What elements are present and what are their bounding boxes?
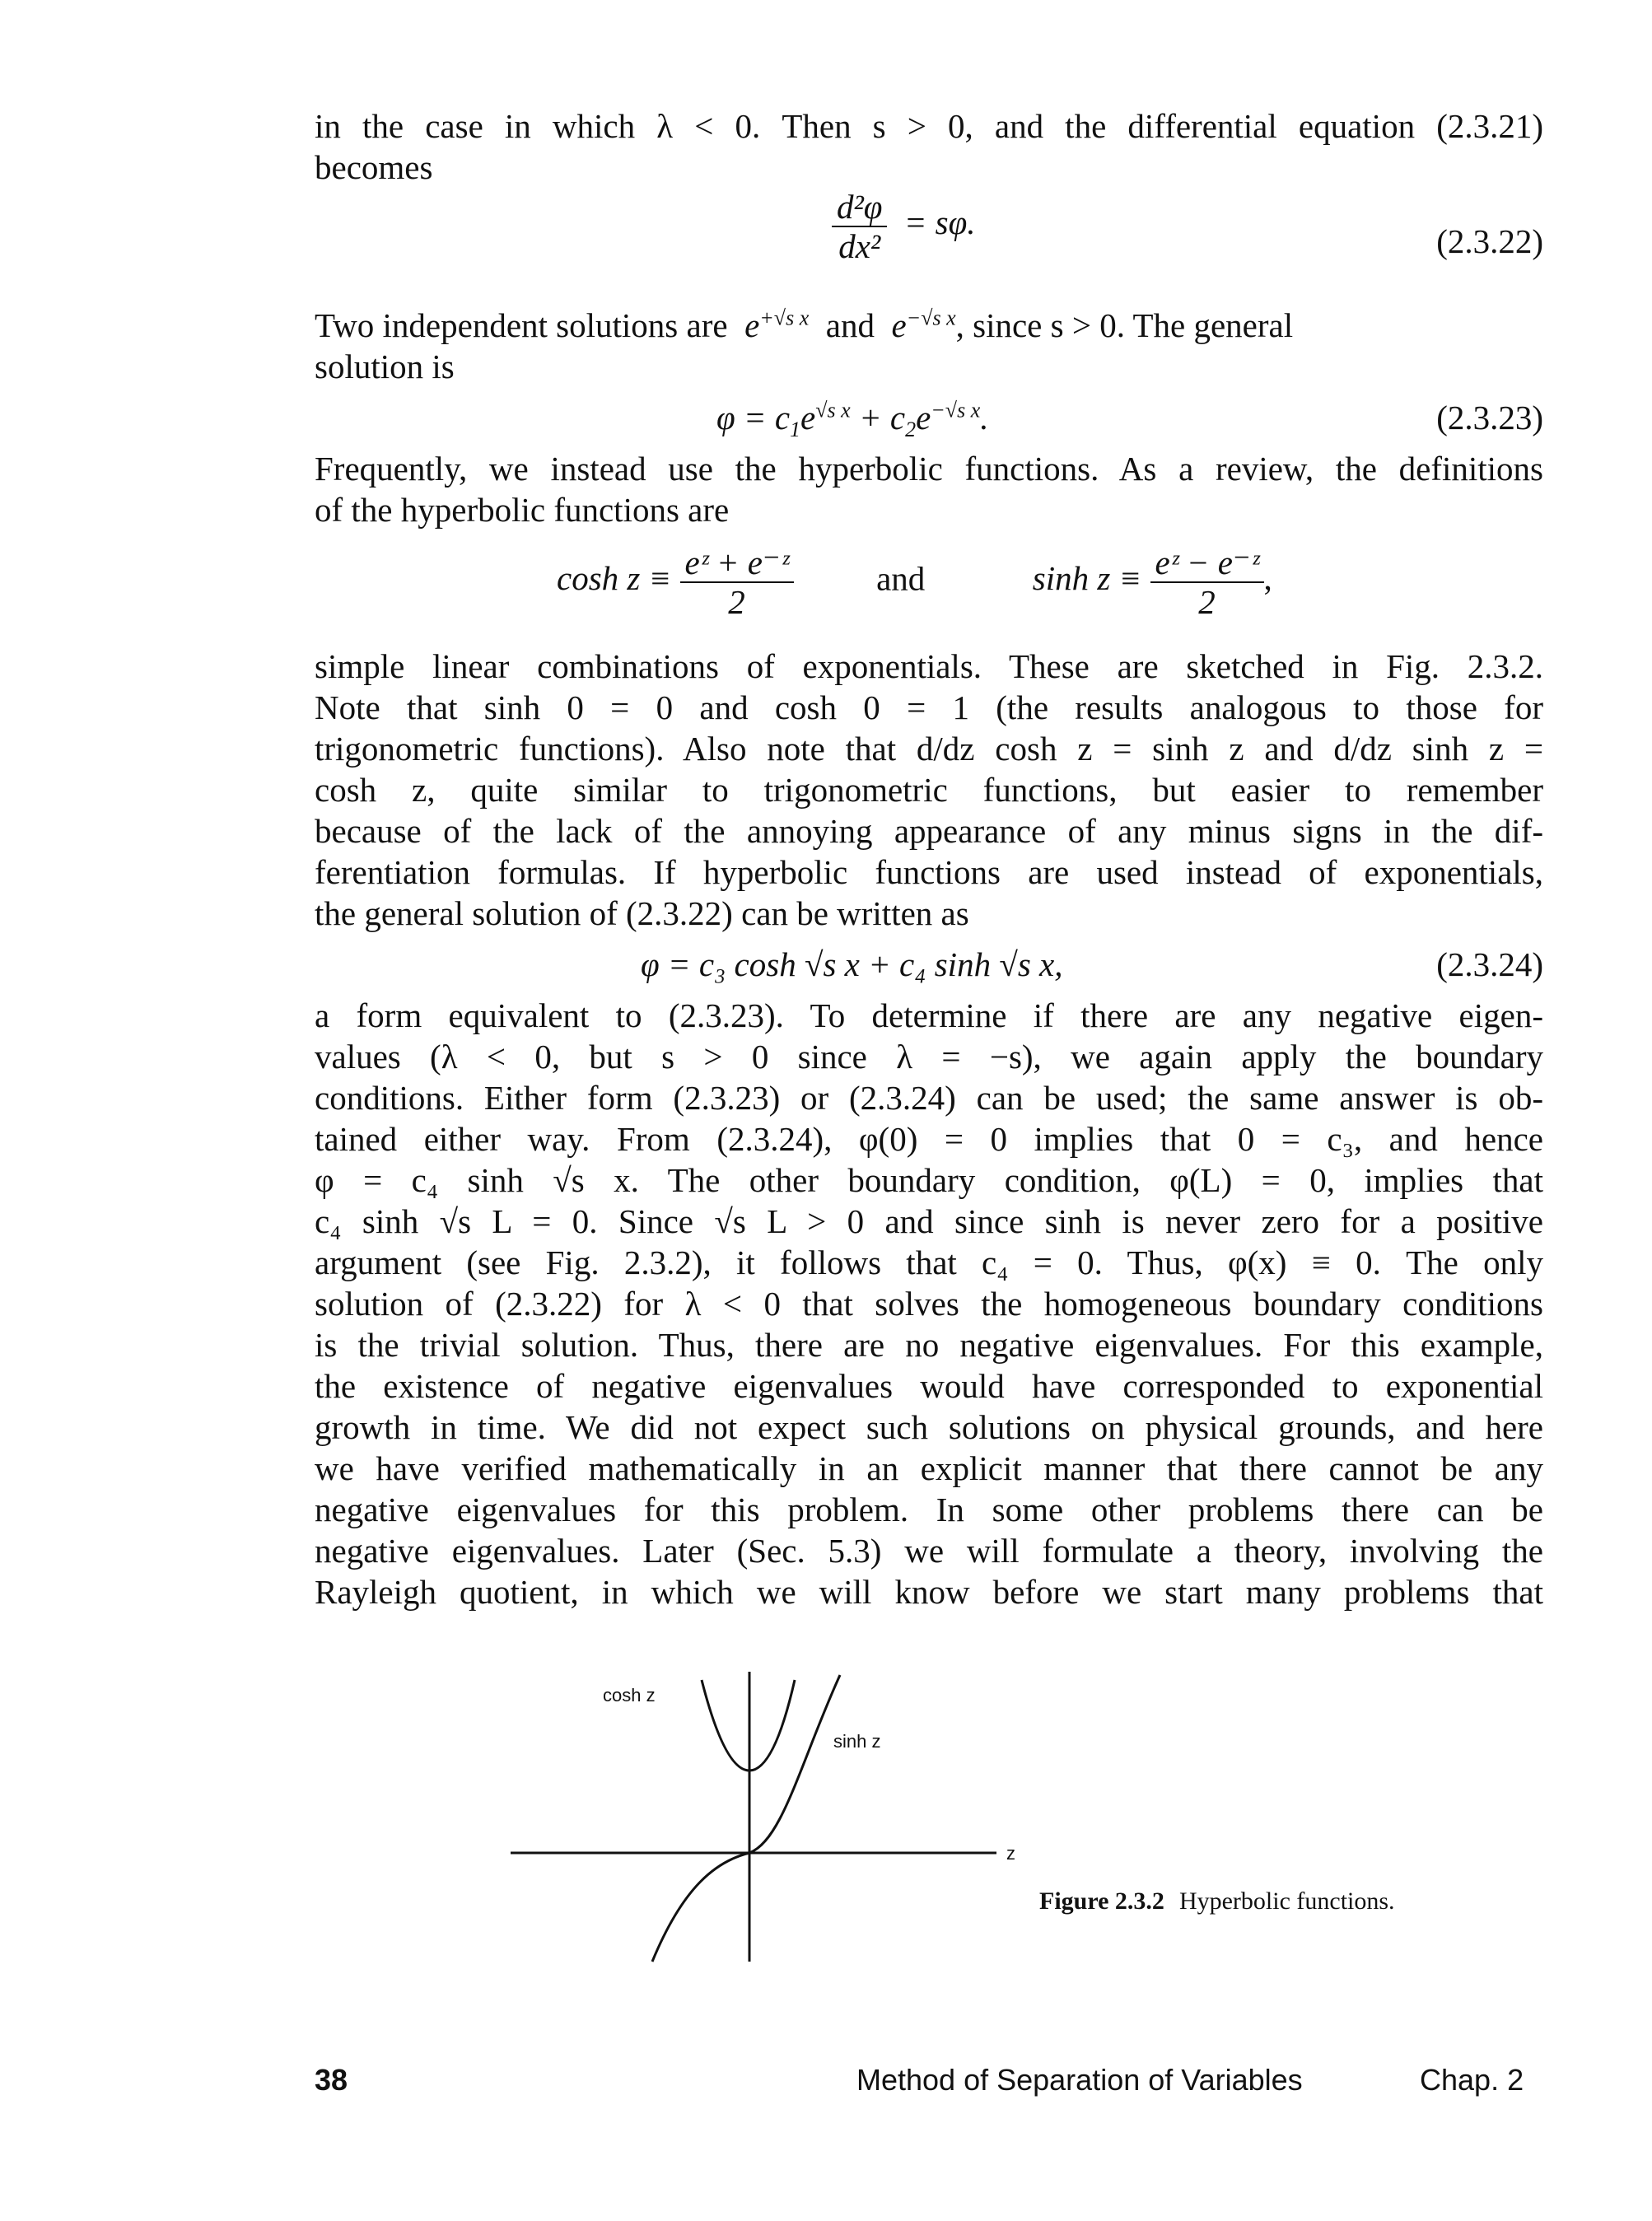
body-line-bottom-6: c₄ sinh √s L = 0. Since √s L > 0 and since sinh is never zero for a positive <box>315 1202 1543 1240</box>
body-line-1: in the case in which λ < 0. Then s > 0, and the differential equation (2.3.21) <box>315 107 1543 145</box>
cosh-label: cosh z <box>603 1685 656 1705</box>
equation-number-2-3-22: (2.3.22) <box>1436 222 1543 260</box>
body-line-bottom-15: Rayleigh quotient, in which we will know before we start many problems that <box>315 1573 1543 1611</box>
fraction-d2phi-dx2: $\frac{\text{d²φ}}{\text{dx²}}$ <box>832 188 887 265</box>
body-line-solution-is: solution is <box>315 348 455 385</box>
body-line-mid-4: cosh z, quite similar to trigonometric functions, but easier to remember <box>315 771 1543 809</box>
equation-2-3-22: $\frac{\text{d²φ}}{\text{dx²}}$ = sφ. <box>832 188 976 265</box>
body-line-bottom-3: conditions. Either form (2.3.23) or (2.3.24) can be used; the same answer is ob- <box>315 1079 1543 1117</box>
body-line-mid-7: the general solution of (2.3.22) can be written as <box>315 894 969 932</box>
solutions-line: Two independent solutions are $e^{+√s x}$ and $e^{-√s x}$, since s > 0. The general <box>315 306 1294 344</box>
figure-caption <box>1039 1887 1395 1915</box>
body-line-hyperbolic-2: of the hyperbolic functions are <box>315 491 730 529</box>
body-line-bottom-5: φ = c₄ sinh √s x. The other boundary condition, φ(L) = 0, implies that <box>315 1161 1543 1199</box>
cosh-def: cosh z ≡ $\frac{\text{eᶻ + e⁻ᶻ}}{2}$ <box>557 559 802 597</box>
sinh-curve <box>652 1675 840 1962</box>
body-line-bottom-10: the existence of negative eigenvalues would have corresponded to exponential <box>315 1367 1543 1405</box>
running-footer-chapter: Chap. 2 <box>1420 2063 1524 2097</box>
figure-caption-number: Figure 2.3.2 <box>1039 1887 1164 1915</box>
body-line-bottom-12: we have verified mathematically in an explicit manner that there cannot be any <box>315 1449 1543 1487</box>
equation-number-2-3-24: (2.3.24) <box>1436 945 1543 983</box>
running-footer-title: Method of Separation of Variables <box>856 2063 1303 2097</box>
body-line-bottom-7: argument (see Fig. 2.3.2), it follows that c₄ = 0. Thus, φ(x) ≡ 0. The only <box>315 1243 1543 1281</box>
body-line-2: becomes <box>315 148 433 186</box>
body-line-bottom-13: negative eigenvalues for this problem. In some other problems there can be <box>315 1491 1543 1528</box>
equation-2-3-23: $\varphi = c_1e^{√s x} + c_2e^{-√s x}$. <box>716 398 989 442</box>
z-axis-label: z <box>1006 1843 1015 1864</box>
body-line-bottom-8: solution of (2.3.22) for λ < 0 that solves the homogeneous boundary conditions <box>315 1285 1543 1323</box>
figure-caption-text: Hyperbolic functions. <box>1178 1887 1395 1915</box>
and-word: and <box>876 559 926 598</box>
body-line-mid-3: trigonometric functions). Also note that d/dz cosh z = sinh z and d/dz sinh z = <box>315 730 1543 768</box>
body-line-mid-6: ferentiation formulas. If hyperbolic functions are used instead of exponentials, <box>315 853 1543 891</box>
sinh-def: sinh z ≡ $\frac{\text{eᶻ − e⁻ᶻ}}{2}$ , <box>1032 544 1272 621</box>
page-number: 38 <box>315 2063 348 2097</box>
body-line-bottom-1: a form equivalent to (2.3.23). To determine if there are any negative eigen- <box>315 996 1543 1034</box>
body-line-mid-2: Note that sinh 0 = 0 and cosh 0 = 1 (the results analogous to those for <box>315 688 1543 726</box>
body-line-bottom-2: values (λ < 0, but s > 0 since λ = −s), we again apply the boundary <box>315 1038 1543 1076</box>
body-line-hyperbolic-1: Frequently, we instead use the hyperbolic functions. As a review, the definitions <box>315 450 1543 488</box>
body-line-bottom-4: tained either way. From (2.3.24), φ(0) = 0 implies that 0 = c₃, and hence <box>315 1120 1543 1158</box>
body-line-mid-1: simple linear combinations of exponentials. These are sketched in Fig. 2.3.2. <box>315 647 1543 685</box>
body-line-bottom-9: is the trivial solution. Thus, there are no negative eigenvalues. For this example, <box>315 1326 1543 1364</box>
body-line-bottom-14: negative eigenvalues. Later (Sec. 5.3) we will formulate a theory, involving the <box>315 1532 1543 1570</box>
hyperbolic-definitions <box>557 544 1272 621</box>
equation-2-3-24: φ = c₃ cosh √s x + c₄ sinh √s x, <box>641 945 1063 983</box>
body-line-mid-5: because of the lack of the annoying appearance of any minus signs in the dif- <box>315 812 1543 850</box>
sinh-label: sinh z <box>833 1731 881 1752</box>
body-line-bottom-11: growth in time. We did not expect such solutions on physical grounds, and here <box>315 1408 1543 1446</box>
figure-hyperbolic-functions <box>511 1655 1038 1985</box>
equation-number-2-3-23: (2.3.23) <box>1436 399 1543 436</box>
